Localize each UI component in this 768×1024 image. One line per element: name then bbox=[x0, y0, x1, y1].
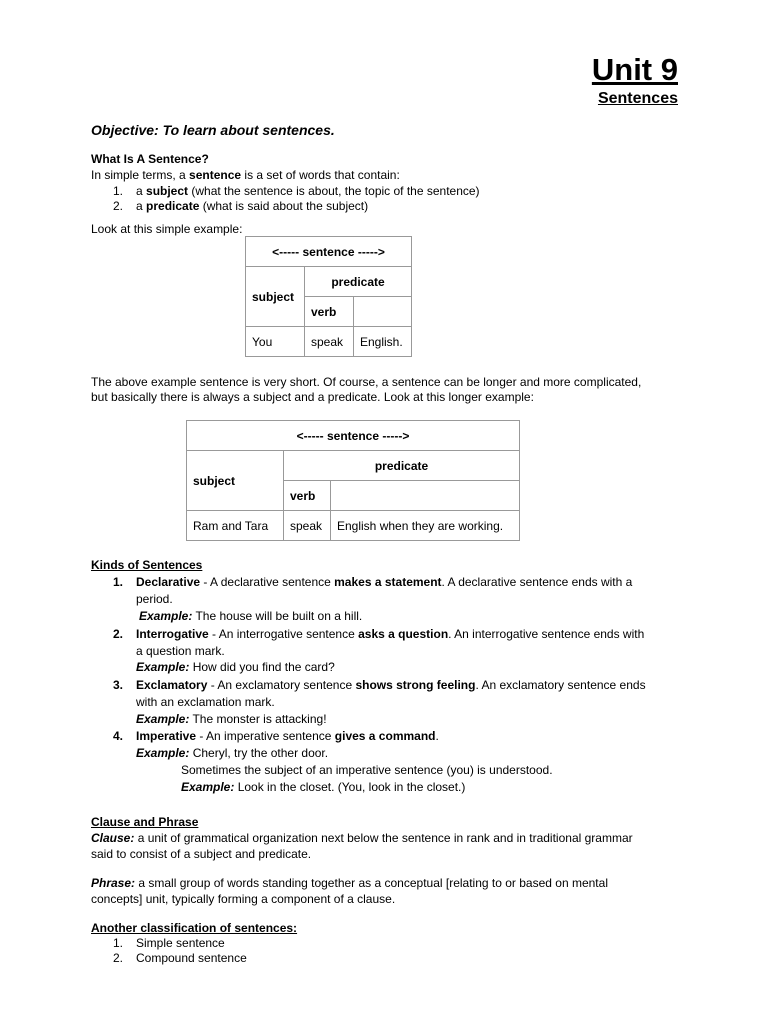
kind-number: 2. bbox=[113, 627, 124, 641]
kind-definition-cont: period. bbox=[136, 592, 173, 606]
verb-cell: verb bbox=[284, 481, 331, 511]
paragraph-line: but basically there is always a subject and a predicate. Look at this longer example: bbox=[91, 390, 534, 404]
table-cell: Ram and Tara bbox=[187, 511, 284, 541]
clause-definition: Clause: a unit of grammatical organization next below the sentence in rank and in traditional grammar bbox=[91, 831, 633, 845]
kind-number: 3. bbox=[113, 678, 124, 692]
list-item-text: a predicate (what is said about the subject) bbox=[136, 199, 369, 213]
table-header: <----- sentence -----> bbox=[187, 421, 520, 451]
kind-example: Example: Cheryl, try the other door. bbox=[136, 746, 329, 760]
kind-definition-cont: a question mark. bbox=[136, 644, 225, 658]
predicate-cell: predicate bbox=[305, 267, 412, 297]
kind-definition: Exclamatory - An exclamatory sentence shows strong feeling. An exclamatory sentence ends bbox=[136, 678, 646, 692]
clause-definition-cont: said to consist of a subject and predicate. bbox=[91, 847, 312, 861]
kind-example: Example: The monster is attacking! bbox=[136, 712, 327, 726]
objective: Objective: To learn about sentences. bbox=[91, 122, 335, 138]
empty-cell bbox=[331, 481, 520, 511]
list-item: 1. bbox=[113, 936, 124, 950]
list-item-text: Simple sentence bbox=[136, 936, 225, 950]
kind-definition: Declarative - A declarative sentence makes a statement. A declarative sentence ends with a bbox=[136, 575, 633, 589]
look-line: Look at this simple example: bbox=[91, 222, 243, 236]
intro-line: In simple terms, a sentence is a set of words that contain: bbox=[91, 168, 400, 182]
kind-number: 1. bbox=[113, 575, 124, 589]
section-heading-another: Another classification of sentences: bbox=[91, 921, 298, 935]
list-item-text: Compound sentence bbox=[136, 951, 247, 965]
list-item: 2. bbox=[113, 951, 124, 965]
table-cell: English. bbox=[354, 327, 412, 357]
table-header: <----- sentence -----> bbox=[246, 237, 412, 267]
list-item: 1. bbox=[113, 184, 124, 198]
kind-example: Example: How did you find the card? bbox=[136, 660, 335, 674]
subject-cell: subject bbox=[246, 267, 305, 327]
subject-cell: subject bbox=[187, 451, 284, 511]
unit-subtitle: Sentences bbox=[597, 90, 678, 107]
table-cell: English when they are working. bbox=[331, 511, 520, 541]
paragraph-line: The above example sentence is very short. Of course, a sentence can be longer and more complicated, bbox=[91, 375, 642, 389]
sentence-table-simple bbox=[245, 236, 412, 357]
predicate-cell: predicate bbox=[284, 451, 520, 481]
kind-example: Example: The house will be built on a hill. bbox=[139, 609, 363, 623]
list-item: 2. bbox=[113, 199, 124, 213]
phrase-definition: Phrase: a small group of words standing together as a conceptual [relating to or based on mental bbox=[91, 876, 608, 890]
kind-definition-cont: with an exclamation mark. bbox=[136, 695, 275, 709]
phrase-definition-cont: concepts] unit, typically forming a component of a clause. bbox=[91, 892, 396, 906]
section-heading-kinds: Kinds of Sentences bbox=[91, 558, 203, 572]
section-heading-clause: Clause and Phrase bbox=[91, 815, 199, 829]
kind-number: 4. bbox=[113, 729, 124, 743]
section-heading-what-is: What Is A Sentence? bbox=[91, 152, 209, 166]
kind-definition: Imperative - An imperative sentence gives a command. bbox=[136, 729, 439, 743]
imperative-note-example: Example: Look in the closet. (You, look in the closet.) bbox=[181, 780, 466, 794]
sentence-table-longer bbox=[186, 420, 520, 541]
list-item-text: a subject (what the sentence is about, the topic of the sentence) bbox=[136, 184, 480, 198]
imperative-note: Sometimes the subject of an imperative sentence (you) is understood. bbox=[181, 763, 553, 777]
table-cell: speak bbox=[284, 511, 331, 541]
empty-cell bbox=[354, 297, 412, 327]
kind-definition: Interrogative - An interrogative sentence asks a question. An interrogative sentence ends with bbox=[136, 627, 645, 641]
table-cell: You bbox=[246, 327, 305, 357]
table-cell: speak bbox=[305, 327, 354, 357]
unit-title: Unit 9 bbox=[591, 52, 678, 87]
verb-cell: verb bbox=[305, 297, 354, 327]
